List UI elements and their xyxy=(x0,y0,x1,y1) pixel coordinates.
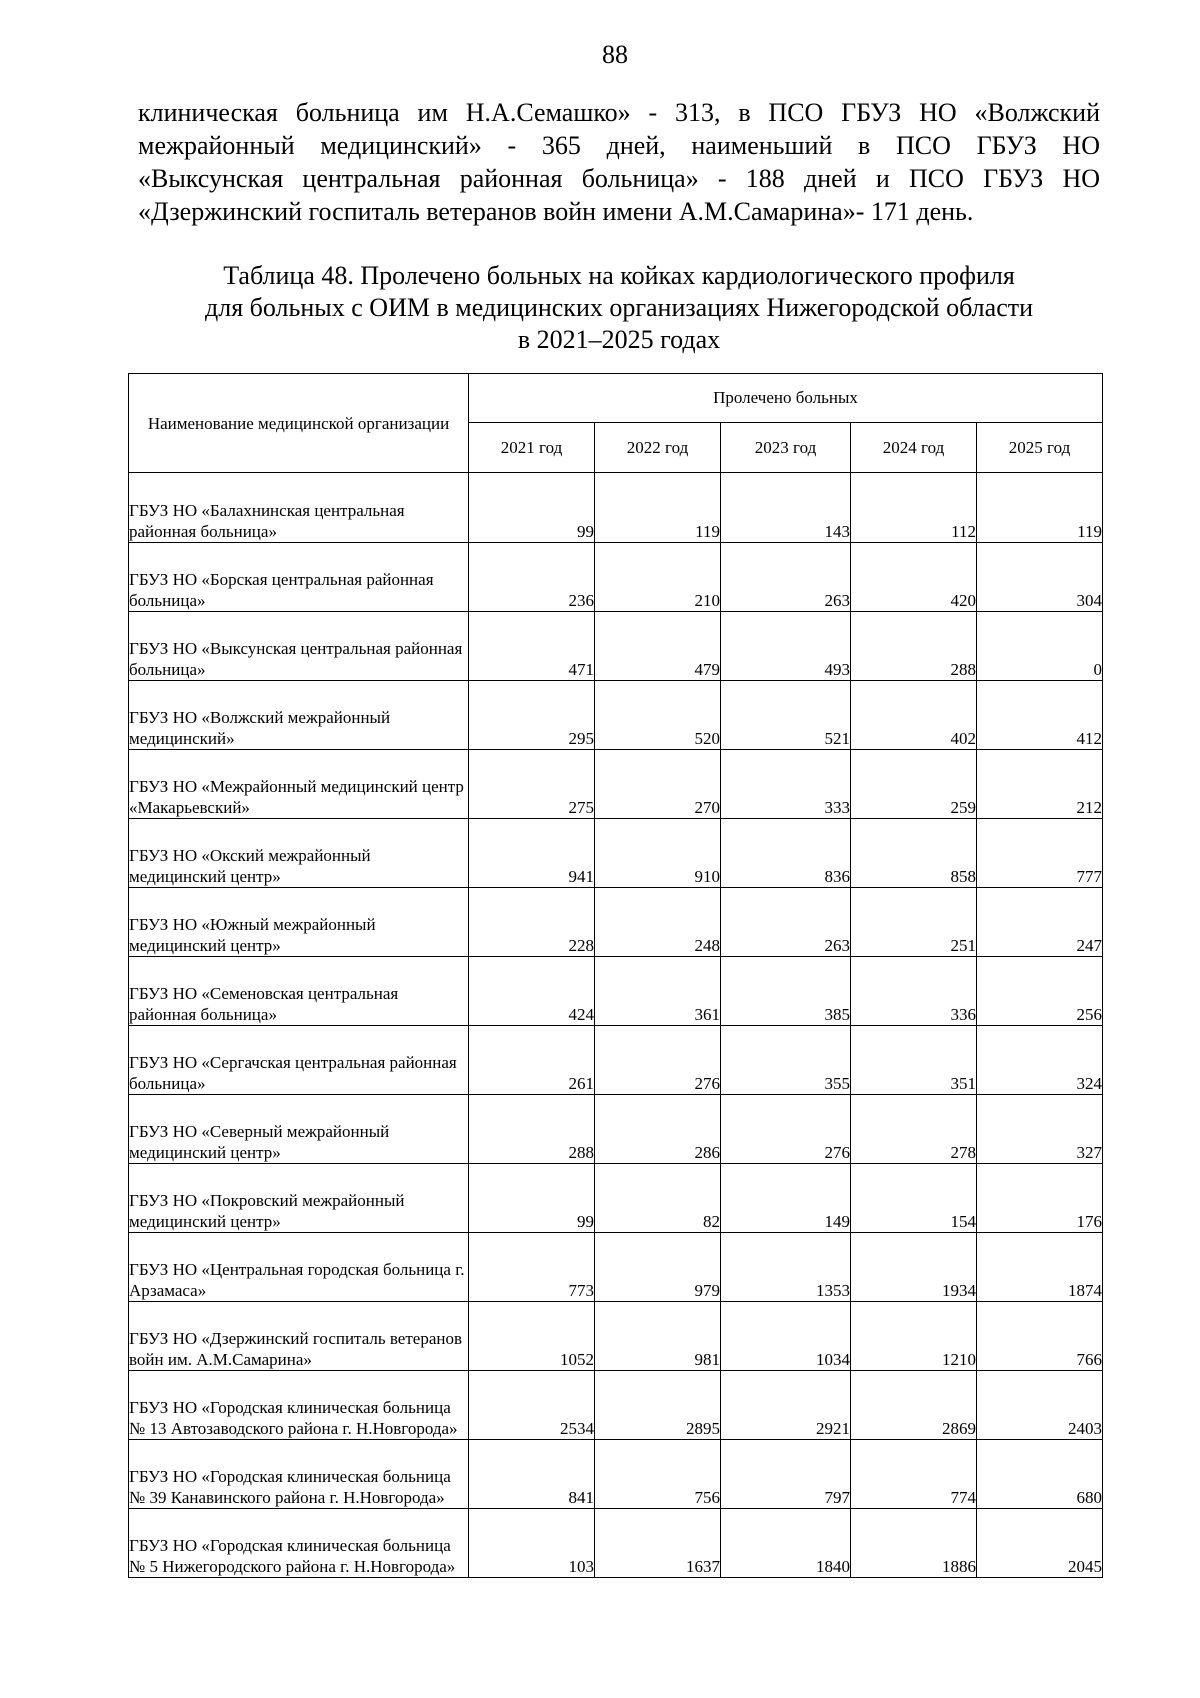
year-header: 2022 год xyxy=(595,423,721,473)
value-cell: 149 xyxy=(721,1164,851,1233)
value-cell: 304 xyxy=(977,543,1103,612)
value-cell: 2045 xyxy=(977,1509,1103,1578)
value-cell: 0 xyxy=(977,612,1103,681)
value-cell: 520 xyxy=(595,681,721,750)
value-cell: 99 xyxy=(469,1164,595,1233)
org-name-cell: ГБУЗ НО «Городская клиническая больница № 13 Автозаводского района г. Н.Новгорода» xyxy=(129,1371,469,1440)
value-cell: 276 xyxy=(721,1095,851,1164)
value-cell: 2869 xyxy=(851,1371,977,1440)
value-cell: 275 xyxy=(469,750,595,819)
table-row xyxy=(129,681,1103,750)
value-cell: 154 xyxy=(851,1164,977,1233)
value-cell: 680 xyxy=(977,1440,1103,1509)
value-cell: 981 xyxy=(595,1302,721,1371)
table-row xyxy=(129,1440,1103,1509)
table-row xyxy=(129,612,1103,681)
value-cell: 479 xyxy=(595,612,721,681)
value-cell: 402 xyxy=(851,681,977,750)
value-cell: 1840 xyxy=(721,1509,851,1578)
value-cell: 1353 xyxy=(721,1233,851,1302)
value-cell: 259 xyxy=(851,750,977,819)
value-cell: 263 xyxy=(721,543,851,612)
value-cell: 2895 xyxy=(595,1371,721,1440)
value-cell: 941 xyxy=(469,819,595,888)
value-cell: 979 xyxy=(595,1233,721,1302)
value-cell: 1210 xyxy=(851,1302,977,1371)
value-cell: 288 xyxy=(851,612,977,681)
value-cell: 99 xyxy=(469,473,595,543)
value-cell: 295 xyxy=(469,681,595,750)
org-name-cell: ГБУЗ НО «Покровский межрайонный медицинский центр» xyxy=(129,1164,469,1233)
value-cell: 2534 xyxy=(469,1371,595,1440)
table-row xyxy=(129,957,1103,1026)
value-cell: 774 xyxy=(851,1440,977,1509)
org-name-cell: ГБУЗ НО «Балахнинская центральная районная больница» xyxy=(129,473,469,543)
org-name-cell: ГБУЗ НО «Городская клиническая больница № 39 Канавинского района г. Н.Новгорода» xyxy=(129,1440,469,1509)
value-cell: 2921 xyxy=(721,1371,851,1440)
org-name-cell: ГБУЗ НО «Волжский межрайонный медицинский» xyxy=(129,681,469,750)
paragraph-line: «Выксунская центральная районная больница» - 188 дней и ПСО ГБУЗ НО xyxy=(138,164,1100,193)
table-row xyxy=(129,1095,1103,1164)
value-cell: 841 xyxy=(469,1440,595,1509)
value-cell: 286 xyxy=(595,1095,721,1164)
data-table xyxy=(128,373,1103,1578)
value-cell: 766 xyxy=(977,1302,1103,1371)
paragraph-line: клиническая больница им Н.А.Семашко» - 313, в ПСО ГБУЗ НО «Волжский xyxy=(138,98,1100,127)
value-cell: 836 xyxy=(721,819,851,888)
org-name-cell: ГБУЗ НО «Городская клиническая больница № 5 Нижегородского района г. Н.Новгорода» xyxy=(129,1509,469,1578)
year-header: 2025 год xyxy=(977,423,1103,473)
table-row xyxy=(129,1164,1103,1233)
value-cell: 420 xyxy=(851,543,977,612)
table-row xyxy=(129,750,1103,819)
org-name-cell: ГБУЗ НО «Центральная городская больница г. Арзамаса» xyxy=(129,1233,469,1302)
value-cell: 247 xyxy=(977,888,1103,957)
org-name-cell: ГБУЗ НО «Окский межрайонный медицинский центр» xyxy=(129,819,469,888)
value-cell: 327 xyxy=(977,1095,1103,1164)
value-cell: 210 xyxy=(595,543,721,612)
value-cell: 773 xyxy=(469,1233,595,1302)
org-name-cell: ГБУЗ НО «Южный межрайонный медицинский центр» xyxy=(129,888,469,957)
value-cell: 288 xyxy=(469,1095,595,1164)
value-cell: 1052 xyxy=(469,1302,595,1371)
value-cell: 355 xyxy=(721,1026,851,1095)
org-name-cell: ГБУЗ НО «Северный межрайонный медицинский центр» xyxy=(129,1095,469,1164)
caption-line: для больных с ОИМ в медицинских организациях Нижегородской области xyxy=(204,293,1034,322)
value-cell: 1934 xyxy=(851,1233,977,1302)
value-cell: 119 xyxy=(977,473,1103,543)
value-cell: 228 xyxy=(469,888,595,957)
org-name-cell: ГБУЗ НО «Семеновская центральная районная больница» xyxy=(129,957,469,1026)
value-cell: 261 xyxy=(469,1026,595,1095)
table-row xyxy=(129,1233,1103,1302)
value-cell: 276 xyxy=(595,1026,721,1095)
table-row xyxy=(129,543,1103,612)
value-cell: 103 xyxy=(469,1509,595,1578)
caption-line: в 2021–2025 годах xyxy=(517,325,721,354)
table-row xyxy=(129,819,1103,888)
table-body xyxy=(129,473,1103,1578)
value-cell: 756 xyxy=(595,1440,721,1509)
value-cell: 1886 xyxy=(851,1509,977,1578)
value-cell: 336 xyxy=(851,957,977,1026)
value-cell: 263 xyxy=(721,888,851,957)
value-cell: 910 xyxy=(595,819,721,888)
org-name-cell: ГБУЗ НО «Межрайонный медицинский центр «Макарьевский» xyxy=(129,750,469,819)
value-cell: 256 xyxy=(977,957,1103,1026)
page-number: 88 xyxy=(602,40,628,69)
table-row xyxy=(129,1026,1103,1095)
value-cell: 112 xyxy=(851,473,977,543)
value-cell: 251 xyxy=(851,888,977,957)
paragraph-line: межрайонный медицинский» - 365 дней, наименьший в ПСО ГБУЗ НО xyxy=(138,131,1100,160)
value-cell: 143 xyxy=(721,473,851,543)
org-name-cell: ГБУЗ НО «Выксунская центральная районная больница» xyxy=(129,612,469,681)
value-cell: 236 xyxy=(469,543,595,612)
value-cell: 385 xyxy=(721,957,851,1026)
value-cell: 248 xyxy=(595,888,721,957)
value-cell: 351 xyxy=(851,1026,977,1095)
value-cell: 521 xyxy=(721,681,851,750)
caption-line: Таблица 48. Пролечено больных на койках кардиологического профиля xyxy=(223,261,1015,290)
table-row xyxy=(129,473,1103,543)
org-name-cell: ГБУЗ НО «Дзержинский госпиталь ветеранов войн им. А.М.Самарина» xyxy=(129,1302,469,1371)
value-cell: 270 xyxy=(595,750,721,819)
year-header: 2021 год xyxy=(469,423,595,473)
value-cell: 278 xyxy=(851,1095,977,1164)
table-row xyxy=(129,1302,1103,1371)
value-cell: 2403 xyxy=(977,1371,1103,1440)
value-cell: 1637 xyxy=(595,1509,721,1578)
treated-patients-header: Пролечено больных xyxy=(469,374,1103,423)
table-row xyxy=(129,888,1103,957)
value-cell: 858 xyxy=(851,819,977,888)
value-cell: 1874 xyxy=(977,1233,1103,1302)
table-row xyxy=(129,1371,1103,1440)
value-cell: 212 xyxy=(977,750,1103,819)
year-header: 2024 год xyxy=(851,423,977,473)
org-name-cell: ГБУЗ НО «Борская центральная районная больница» xyxy=(129,543,469,612)
paragraph-line: «Дзержинский госпиталь ветеранов войн имени А.М.Самарина»- 171 день. xyxy=(138,197,974,226)
value-cell: 119 xyxy=(595,473,721,543)
value-cell: 412 xyxy=(977,681,1103,750)
value-cell: 82 xyxy=(595,1164,721,1233)
org-name-header: Наименование медицинской организации xyxy=(129,374,469,473)
body-paragraph xyxy=(138,96,1100,228)
value-cell: 1034 xyxy=(721,1302,851,1371)
table-row xyxy=(129,1509,1103,1578)
year-header: 2023 год xyxy=(721,423,851,473)
value-cell: 324 xyxy=(977,1026,1103,1095)
value-cell: 176 xyxy=(977,1164,1103,1233)
value-cell: 333 xyxy=(721,750,851,819)
value-cell: 361 xyxy=(595,957,721,1026)
table-caption xyxy=(138,260,1100,356)
value-cell: 424 xyxy=(469,957,595,1026)
org-name-cell: ГБУЗ НО «Сергачская центральная районная больница» xyxy=(129,1026,469,1095)
value-cell: 471 xyxy=(469,612,595,681)
value-cell: 493 xyxy=(721,612,851,681)
value-cell: 797 xyxy=(721,1440,851,1509)
value-cell: 777 xyxy=(977,819,1103,888)
